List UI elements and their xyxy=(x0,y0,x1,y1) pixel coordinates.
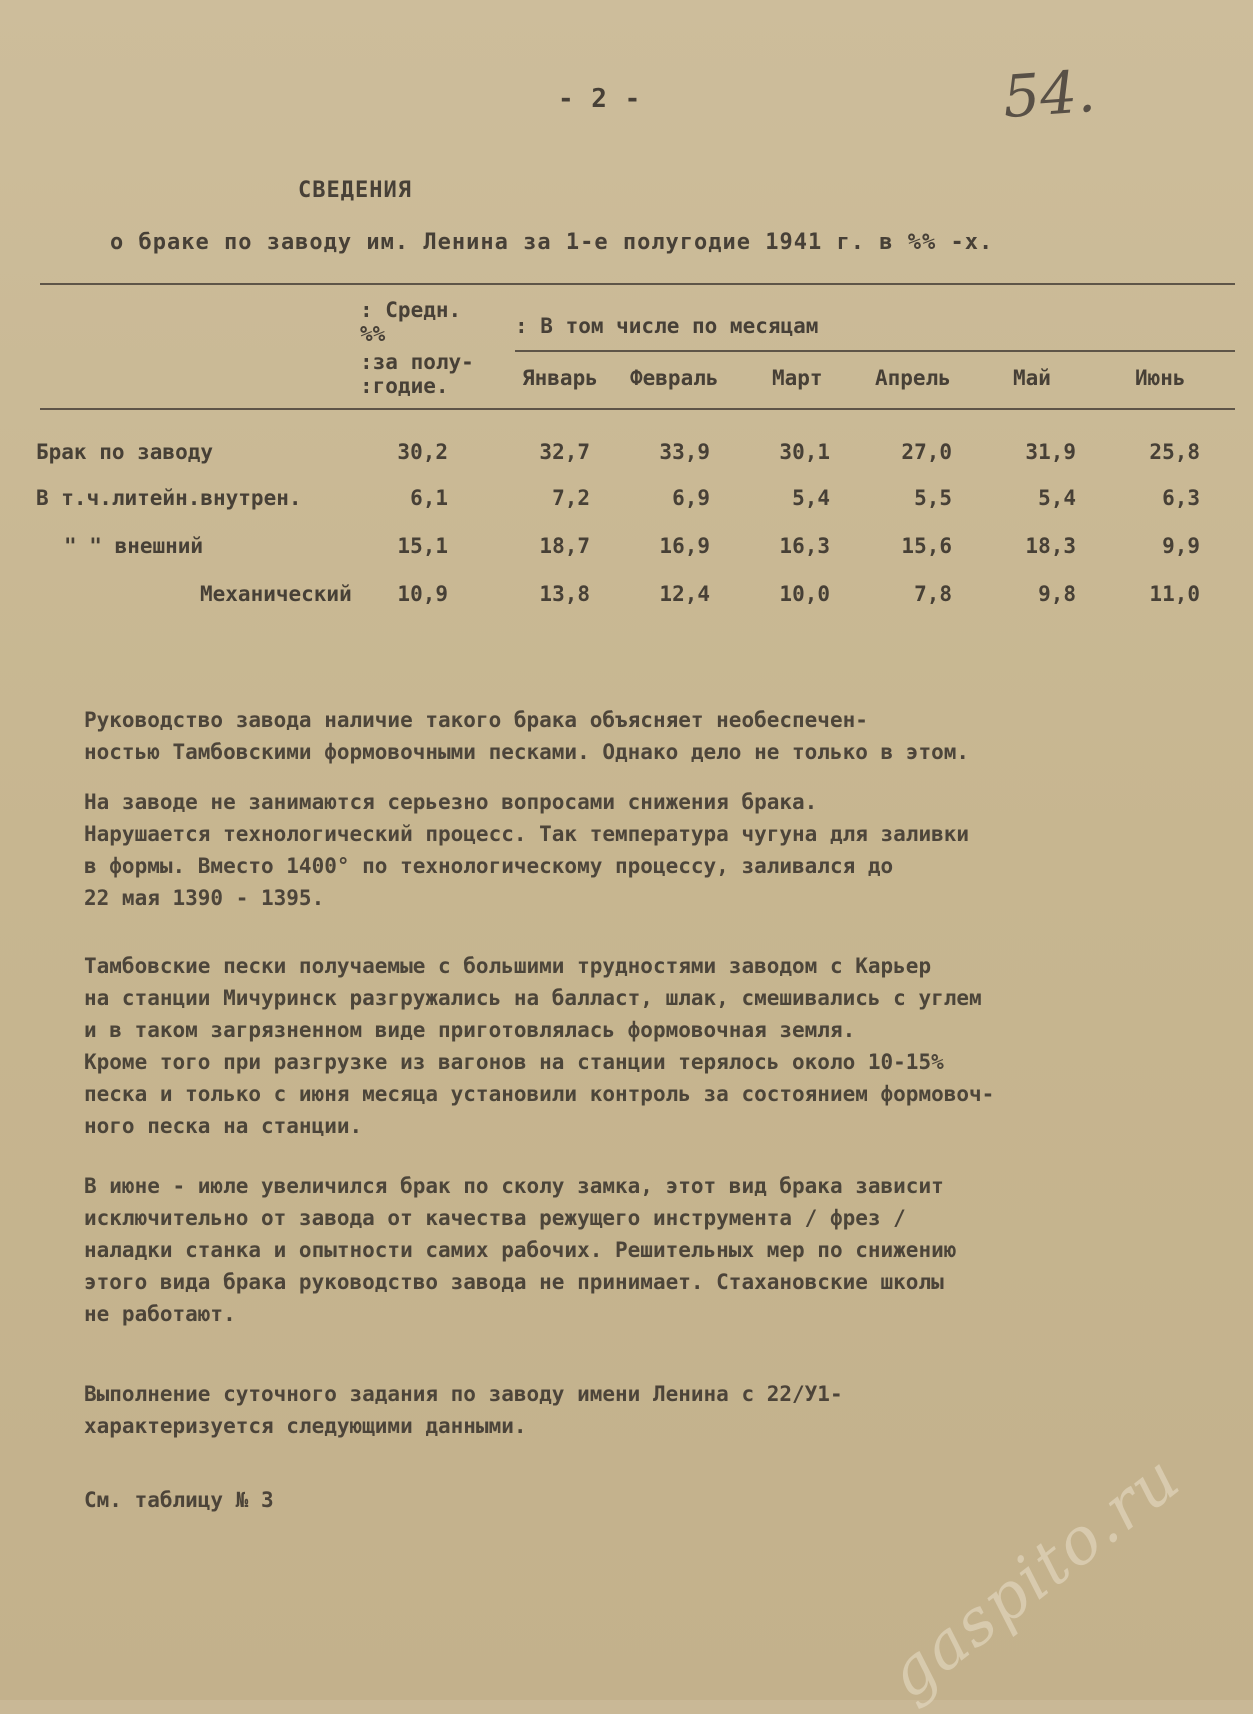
month-header-apr: Апрель xyxy=(875,366,951,390)
row-value-jan: 13,8 xyxy=(539,582,590,606)
row-value-jun: 9,9 xyxy=(1162,534,1200,558)
row-value-apr: 7,8 xyxy=(914,582,952,606)
row-value-feb: 12,4 xyxy=(659,582,710,606)
row-value-jan: 18,7 xyxy=(539,534,590,558)
row-avg: 30,2 xyxy=(397,440,448,464)
paragraph xyxy=(84,1484,274,1516)
paragraph-line: В июне - июле увеличился брак по сколу замка, этот вид брака зависит xyxy=(84,1174,944,1198)
paragraph-line: См. таблицу № 3 xyxy=(84,1488,274,1512)
row-value-apr: 27,0 xyxy=(901,440,952,464)
paragraph-line: Нарушается технологический процесс. Так температура чугуна для заливки xyxy=(84,822,970,846)
doc-subtitle: о браке по заводу им. Ленина за 1-е полугодие 1941 г. в %% -х. xyxy=(110,230,994,255)
paragraph-line: На заводе не занимаются серьезно вопросами снижения брака. xyxy=(84,790,818,814)
paragraph-line: песка и только с июня месяца установили контроль за состоянием формовоч- xyxy=(84,1082,995,1106)
paragraph-line: Выполнение суточного задания по заводу имени Ленина с 22/У1- xyxy=(84,1382,843,1406)
row-value-jun: 11,0 xyxy=(1149,582,1200,606)
row-value-may: 5,4 xyxy=(1038,486,1076,510)
paragraph-line: ностью Тамбовскими формовочными песками. Однако дело не только в этом. xyxy=(84,740,970,764)
row-value-mar: 10,0 xyxy=(779,582,830,606)
paragraph-line: Тамбовские пески получаемые с большими трудностями заводом с Карьер xyxy=(84,954,932,978)
folio-number: 54. xyxy=(1000,56,1098,132)
paragraph-line: наладки станка и опытности самих рабочих. Решительных мер по снижению xyxy=(84,1238,957,1262)
paragraph xyxy=(84,1170,956,1330)
row-label: Брак по заводу xyxy=(36,440,214,464)
paragraph-line: и в таком загрязненном виде приготовлялась формовочная земля. xyxy=(84,1018,856,1042)
paragraph-line: Руководство завода наличие такого брака объясняет необеспечен- xyxy=(84,708,868,732)
row-label: " " внешний xyxy=(64,534,204,558)
row-avg: 15,1 xyxy=(397,534,448,558)
row-value-jun: 25,8 xyxy=(1149,440,1200,464)
month-header-jan: Январь xyxy=(522,366,598,390)
watermark: gaspito.ru xyxy=(874,1440,1195,1714)
paragraph-line: Кроме того при разгрузке из вагонов на станции терялось около 10-15% xyxy=(84,1050,944,1074)
row-value-apr: 15,6 xyxy=(901,534,952,558)
row-value-jun: 6,3 xyxy=(1162,486,1200,510)
paragraph xyxy=(84,786,969,914)
paragraph-line: ного песка на станции. xyxy=(84,1114,363,1138)
avg-header-line-3: :за полу- xyxy=(360,350,474,374)
row-value-mar: 16,3 xyxy=(779,534,830,558)
paragraph-line: в формы. Вместо 1400° по технологическому процессу, заливался до xyxy=(84,854,894,878)
month-header-feb: Февраль xyxy=(630,366,719,390)
avg-header-line-2: %% xyxy=(360,322,386,346)
row-value-may: 9,8 xyxy=(1038,582,1076,606)
row-value-may: 18,3 xyxy=(1025,534,1076,558)
row-value-mar: 5,4 xyxy=(792,486,830,510)
row-value-feb: 6,9 xyxy=(672,486,710,510)
row-avg: 10,9 xyxy=(397,582,448,606)
paragraph-line: на станции Мичуринск разгружались на баллаcт, шлак, смешивались с углем xyxy=(84,986,982,1010)
table-top-rule xyxy=(40,283,1235,285)
table-months-rule xyxy=(515,350,1235,352)
row-value-mar: 30,1 xyxy=(779,440,830,464)
row-value-apr: 5,5 xyxy=(914,486,952,510)
row-value-jan: 7,2 xyxy=(552,486,590,510)
month-header-mar: Март xyxy=(772,366,823,390)
page-number: - 2 - xyxy=(558,84,642,114)
row-value-may: 31,9 xyxy=(1025,440,1076,464)
paragraph-line: исключительно от завода от качества режущего инструмента / фрез / xyxy=(84,1206,906,1230)
paragraph-line: 22 мая 1390 - 1395. xyxy=(84,886,325,910)
months-group-header: : В том числе по месяцам xyxy=(515,314,819,338)
table-header-bottom-rule xyxy=(40,408,1235,410)
doc-title: СВЕДЕНИЯ xyxy=(298,178,412,203)
row-value-feb: 16,9 xyxy=(659,534,710,558)
row-value-jan: 32,7 xyxy=(539,440,590,464)
paragraph xyxy=(84,1378,843,1442)
paragraph-line: этого вида брака руководство завода не принимает. Стахановские школы xyxy=(84,1270,944,1294)
row-label: В т.ч.литейн.внутрен. xyxy=(36,486,302,510)
row-value-feb: 33,9 xyxy=(659,440,710,464)
month-header-may: Май xyxy=(1013,366,1051,390)
paragraph-line: характеризуется следующими данными. xyxy=(84,1414,527,1438)
avg-header-line-1: : Средн. xyxy=(360,298,462,322)
row-avg: 6,1 xyxy=(410,486,448,510)
paragraph-line: не работают. xyxy=(84,1302,236,1326)
paragraph xyxy=(84,704,969,768)
row-label: Механический xyxy=(200,582,352,606)
avg-header-line-4: :годие. xyxy=(360,374,449,398)
month-header-jun: Июнь xyxy=(1135,366,1186,390)
paragraph xyxy=(84,950,994,1142)
